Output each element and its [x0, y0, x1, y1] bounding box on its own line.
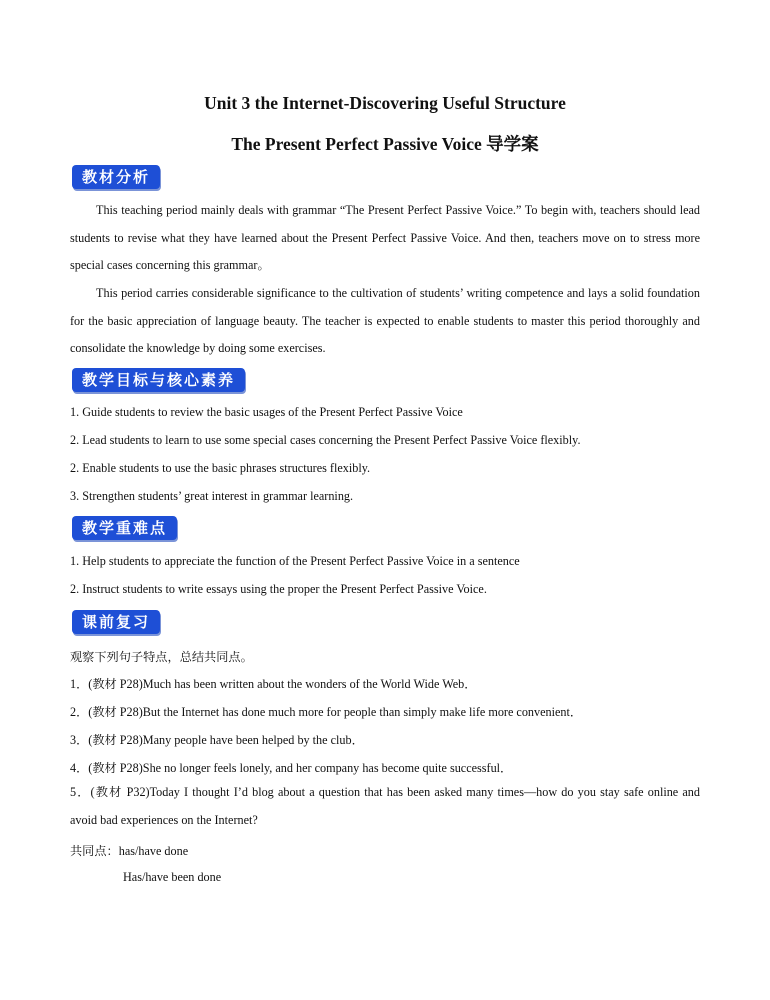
objective-item: 2. Enable students to use the basic phrases structures flexibly. [70, 461, 371, 475]
materials-paragraph-2: This period carries considerable significance to the cultivation of students’ writing competence and lays a solid foundation for the basic appreciation of language beauty. The teacher is expected to enable students to master this period thoroughly and consolidate the knowledge by doing some exercises. [70, 286, 700, 356]
section-badge-review: 课前复习 [72, 610, 160, 634]
section-badge-objectives: 教学目标与核心素养 [72, 368, 245, 392]
objective-item: 1. Guide students to review the basic usages of the Present Perfect Passive Voice [70, 405, 463, 419]
common-point-line-2: Has/have been done [123, 870, 222, 884]
section-badge-materials: 教材分析 [72, 165, 160, 189]
review-sentence: 3．(教材 P28)Many people have been helped by the club． [70, 733, 364, 747]
section-badge-key-points: 教学重难点 [72, 516, 177, 540]
common-point-label: 共同点：has/have done [70, 844, 189, 858]
objective-item: 2. Lead students to learn to use some special cases concerning the Present Perfect Passive Voice flexibly. [70, 433, 581, 447]
review-sentence: 4．(教材 P28)She no longer feels lonely, and her company has become quite successful． [70, 761, 513, 775]
review-sentence: 2．(教材 P28)But the Internet has done much more for people than simply make life more convenient． [70, 705, 583, 719]
key-point-item: 2. Instruct students to write essays using the proper the Present Perfect Passive Voice. [70, 582, 487, 596]
key-point-item: 1. Help students to appreciate the function of the Present Perfect Passive Voice in a sentence [70, 554, 520, 568]
page-subtitle: The Present Perfect Passive Voice 导学案 [231, 134, 539, 154]
page-title: Unit 3 the Internet-Discovering Useful Structure [204, 93, 566, 113]
review-intro: 观察下列句子特点，总结共同点。 [70, 650, 253, 664]
review-sentence-5: 5．(教材 P32)Today I thought I’d blog about a question that has been asked many times—how do you stay safe online and avoid bad experiences on the Internet? [70, 785, 700, 827]
review-sentence: 1．(教材 P28)Much has been written about the wonders of the World Wide Web． [70, 677, 477, 691]
objective-item: 3. Strengthen students’ great interest in grammar learning. [70, 489, 354, 503]
materials-paragraph-1: This teaching period mainly deals with grammar “The Present Perfect Passive Voice.” To begin with, teachers should lead students to revise what they have learned about the Present Perfect Passive Voice. And then, teachers move on to stress more special cases concerning this grammar。 [70, 203, 700, 273]
